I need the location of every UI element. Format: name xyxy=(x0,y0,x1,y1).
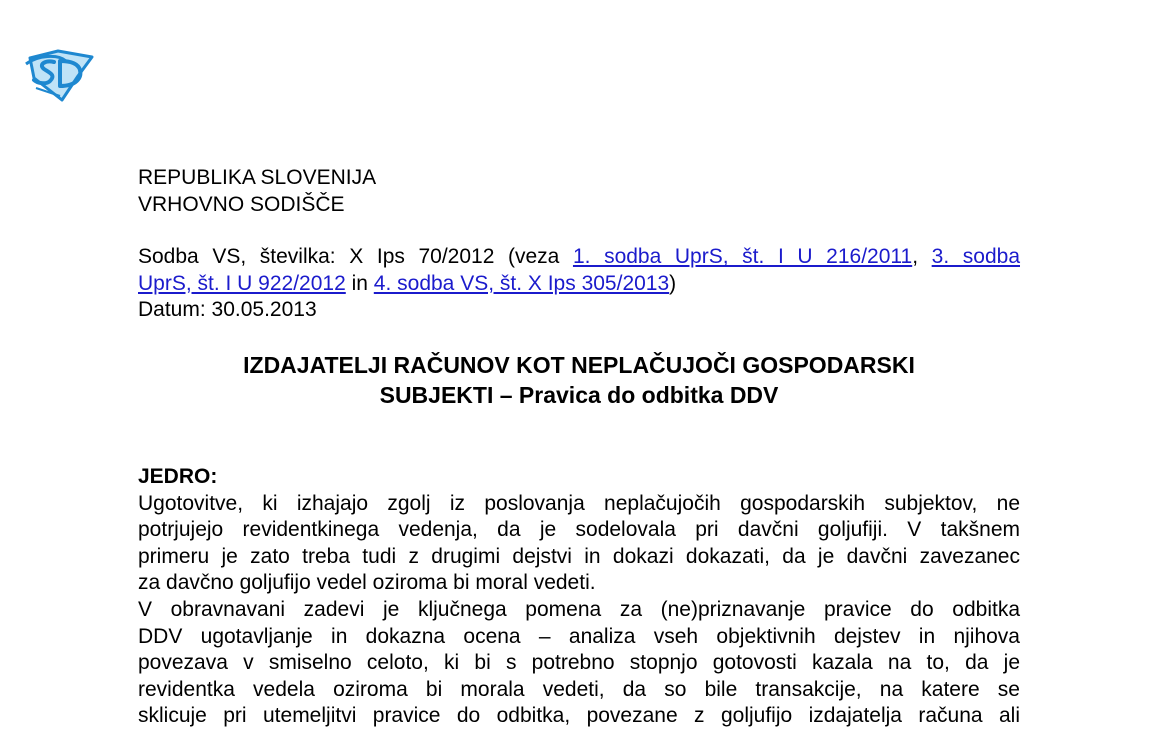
link-sodba-3-part-1[interactable]: 3. sodba xyxy=(931,245,1020,269)
ruling-reference-line-1 xyxy=(138,244,1020,271)
paragraph-line: DDV ugotavljanje in dokazna ocena – analiza vseh objektivnih dejstev in njihova xyxy=(138,624,1020,648)
court-name: VRHOVNO SODIŠČE xyxy=(138,192,345,216)
link-sodba-4[interactable]: 4. sodba VS, št. X Ips 305/2013 xyxy=(373,271,670,295)
ruling-number: Sodba VS, številka: X Ips 70/2012 (veza xyxy=(138,245,573,269)
closing-paren: ) xyxy=(669,271,677,295)
paragraph-line: V obravnavani zadevi je ključnega pomena za (ne)priznavanje pravice do odbitka xyxy=(138,597,1020,621)
separator-in: in xyxy=(345,271,374,295)
country-name: REPUBLIKA SLOVENIJA xyxy=(138,166,377,189)
title-line-2: SUBJEKTI – Pravica do odbitka DDV xyxy=(379,381,779,408)
ruling-reference xyxy=(138,244,1020,297)
paragraph-line: Ugotovitve, ki izhajajo zgolj iz poslovanja neplačujočih gospodarskih subjektov, ne xyxy=(138,491,1020,515)
paragraph-line: povezava v smiselno celoto, ki bi s potrebno stopnjo gotovosti kazala na to, da je xyxy=(138,651,1020,675)
paragraph-line: potrjujejo revidentkinega vedenja, da je sodelovala pri davčni goljufiji. V takšnem xyxy=(138,518,1020,542)
document-page xyxy=(138,165,1020,730)
paragraph-line: sklicuje pri utemeljitvi pravice do odbitka, povezane z goljufijo izdajatelja računa ali xyxy=(138,704,1020,728)
paragraph-line: revidentka vedela oziroma bi morala vedeti, da so bile transakcije, na katere se xyxy=(138,677,1020,701)
jedro-paragraph-1 xyxy=(138,491,1020,597)
jedro-heading: JEDRO: xyxy=(138,464,218,488)
title-line-1: IZDAJATELJI RAČUNOV KOT NEPLAČUJOČI GOSPODARSKI xyxy=(243,351,915,378)
separator-comma: , xyxy=(912,245,932,269)
paragraph-line: za davčno goljufijo vedel oziroma bi moral vedeti. xyxy=(138,571,596,595)
court-logo-icon xyxy=(22,48,96,104)
jedro-paragraph-2 xyxy=(138,597,1020,730)
ruling-reference-line-2 xyxy=(138,271,1020,298)
link-sodba-3-part-2[interactable]: UprS, št. I U 922/2012 xyxy=(138,271,346,295)
link-sodba-1[interactable]: 1. sodba UprS, št. I U 216/2011 xyxy=(572,245,913,269)
paragraph-line: primeru je zato treba tudi z drugimi dejstvi in dokazi dokazati, da je davčni zavezanec xyxy=(138,544,1020,568)
ruling-date: Datum: 30.05.2013 xyxy=(138,298,317,322)
document-title xyxy=(138,350,1020,410)
